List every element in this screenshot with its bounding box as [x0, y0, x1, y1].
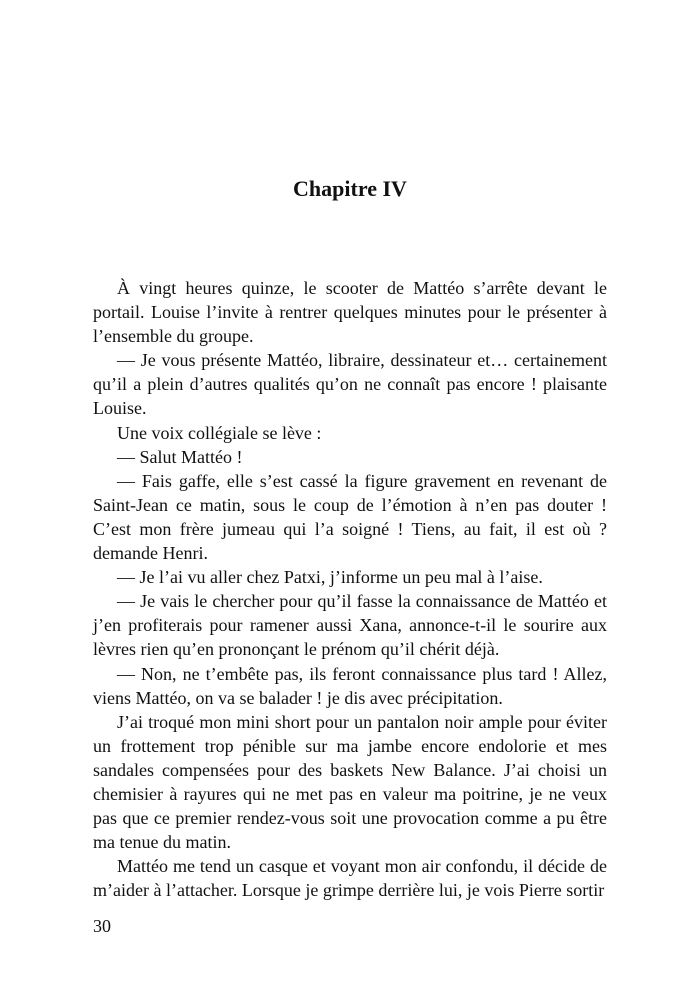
chapter-title: Chapitre IV — [293, 176, 407, 201]
paragraph-4: — Salut Mattéo ! — [117, 446, 243, 467]
paragraph-3: Une voix collégiale se lève : — [117, 422, 322, 443]
paragraph-1: À vingt heures quinze, le scooter de Mattéo s’arrête devant le portail. Louise l’invite à rentrer quelques minutes pour le présenter à l’ensemble du groupe. — [93, 278, 607, 347]
page-number: 30 — [93, 916, 111, 936]
paragraph-6: — Je l’ai vu aller chez Patxi, j’informe un peu mal à l’aise. — [117, 567, 543, 588]
chapter-body — [93, 276, 607, 902]
paragraph-10: Mattéo me tend un casque et voyant mon air confondu, il décide de m’aider à l’attacher. Lorsque je grimpe derrière lui, je vois Pierre sortir — [93, 856, 607, 901]
paragraph-5: — Fais gaffe, elle s’est cassé la figure gravement en revenant de Saint-Jean ce matin, sous le coup de l’émotion à n’en pas douter ! C’est mon frère jumeau qui l’a soigné ! Tiens, au fait, il est où ? demande Henri. — [93, 470, 607, 564]
paragraph-8: — Non, ne t’embête pas, ils feront connaissance plus tard ! Allez, viens Mattéo, on va se balader ! je dis avec précipitation. — [93, 663, 607, 708]
paragraph-9: J’ai troqué mon mini short pour un pantalon noir ample pour éviter un frottement trop pénible sur ma jambe encore endolorie et mes sandales compensées pour des baskets New Balance. J’ai choisi un chemisier à rayures qui ne met pas en valeur ma poitrine, je ne veux pas que ce premier rendez-vous soit une provocation comme a pu être ma tenue du matin. — [93, 711, 607, 853]
paragraph-7: — Je vais le chercher pour qu’il fasse la connaissance de Mattéo et j’en profiterais pour ramener aussi Xana, annonce-t-il le sourire aux lèvres rien qu’en prononçant le prénom qu’il chérit déjà. — [93, 591, 607, 660]
paragraph-2: — Je vous présente Mattéo, libraire, dessinateur et… certainement qu’il a plein d’autres qualités qu’on ne connaît pas encore ! plaisante Louise. — [93, 350, 607, 419]
